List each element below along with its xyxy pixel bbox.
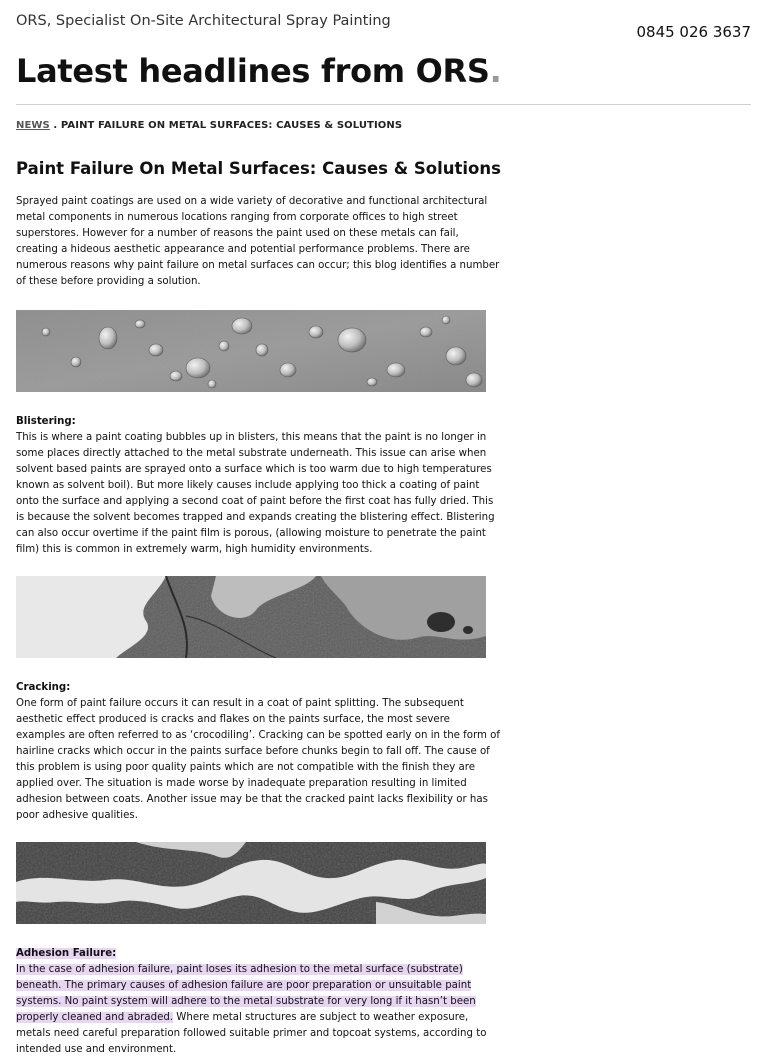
- headline-text: Latest headlines from ORS: [16, 52, 490, 90]
- section-text: Where metal structures are subject to weather exposure, metals need careful preparation followed suitable primer and topcoat systems, according to intended use and environment.: [16, 1012, 487, 1055]
- article-intro: Sprayed paint coatings are used on a wide variety of decorative and functional architectural metal components in numerous locations ranging from corporate offices to high street superstores. However for a number of reasons the paint used on these metals can fail, creating a hideous aesthetic appearance and potential performance problems. There are numerous reasons why paint failure on metal surfaces can occur; this blog identifies a number of these before providing a solution.: [16, 196, 500, 287]
- breadcrumb-current: PAINT FAILURE ON METAL SURFACES: CAUSES & SOLUTIONS: [60, 120, 403, 131]
- section-text: One form of paint failure occurs it can result in a coat of paint splitting. The subsequent aesthetic effect produced is cracks and flakes on the paints surface, the most severe examples are often referred to as ‘crocodiling’. Cracking can be spotted early on in the form of hairline cracks which occur in the paints surface before chunks begin to fall off. The cause of this problem is using poor quality paints which are not compatible with the finish they are applied over. The situation is made worse by inadequate preparation resulting in limited adhesion between coats. Another issue may be that the cracked paint lacks flexibility or has poor adhesive qualities.: [16, 698, 500, 821]
- blistering-texture: [16, 310, 486, 392]
- page-headline: [16, 52, 502, 90]
- blistering-image: [16, 310, 486, 392]
- article: [16, 158, 502, 1058]
- cracking-texture: [16, 576, 486, 658]
- breadcrumb: [16, 120, 402, 131]
- section-text-highlighted: In the case of adhesion failure, paint loses its adhesion to the metal surface (substrate) beneath. The primary causes of adhesion failure are poor preparation or unsuitable paint systems. No paint system will adhere to the metal substrate for very long if it hasn’t been properly cleaned and abraded.: [16, 964, 476, 1023]
- section-cracking: [16, 680, 502, 824]
- section-label: Blistering:: [16, 416, 76, 427]
- site-name[interactable]: ORS, Specialist On-Site Architectural Spray Painting: [16, 13, 391, 29]
- cracking-image: [16, 576, 486, 658]
- section-adhesion: [16, 946, 502, 1058]
- section-label: Adhesion Failure:: [16, 948, 117, 959]
- breadcrumb-news-link[interactable]: NEWS: [16, 120, 50, 131]
- adhesion-texture: [16, 842, 486, 924]
- section-label: Cracking:: [16, 682, 71, 693]
- section-text: This is where a paint coating bubbles up in blisters, this means that the paint is no longer in some places directly attached to the metal substrate underneath. This issue can arise when solvent based paints are sprayed onto a surface which is too warm due to high temperatures known as solvent boil). But more likely causes include applying too thick a coating of paint onto the surface and applying a second coat of paint before the first coat has fully dried. This is because the solvent becomes trapped and expands creating the blistering effect. Blistering can also occur overtime if the paint film is porous, (allowing moisture to penetrate the paint film) this is common in extremely warm, high humidity environments.: [16, 432, 495, 555]
- phone-number[interactable]: 0845 026 3637: [636, 23, 751, 41]
- section-blistering: [16, 414, 502, 558]
- breadcrumb-separator: .: [49, 120, 61, 131]
- headline-dot: .: [489, 52, 502, 90]
- header-divider: [16, 104, 751, 105]
- article-title: Paint Failure On Metal Surfaces: Causes & Solutions: [16, 159, 501, 178]
- adhesion-image: [16, 842, 486, 924]
- top-bar: [16, 0, 751, 48]
- page-wrapper: [16, 0, 751, 1055]
